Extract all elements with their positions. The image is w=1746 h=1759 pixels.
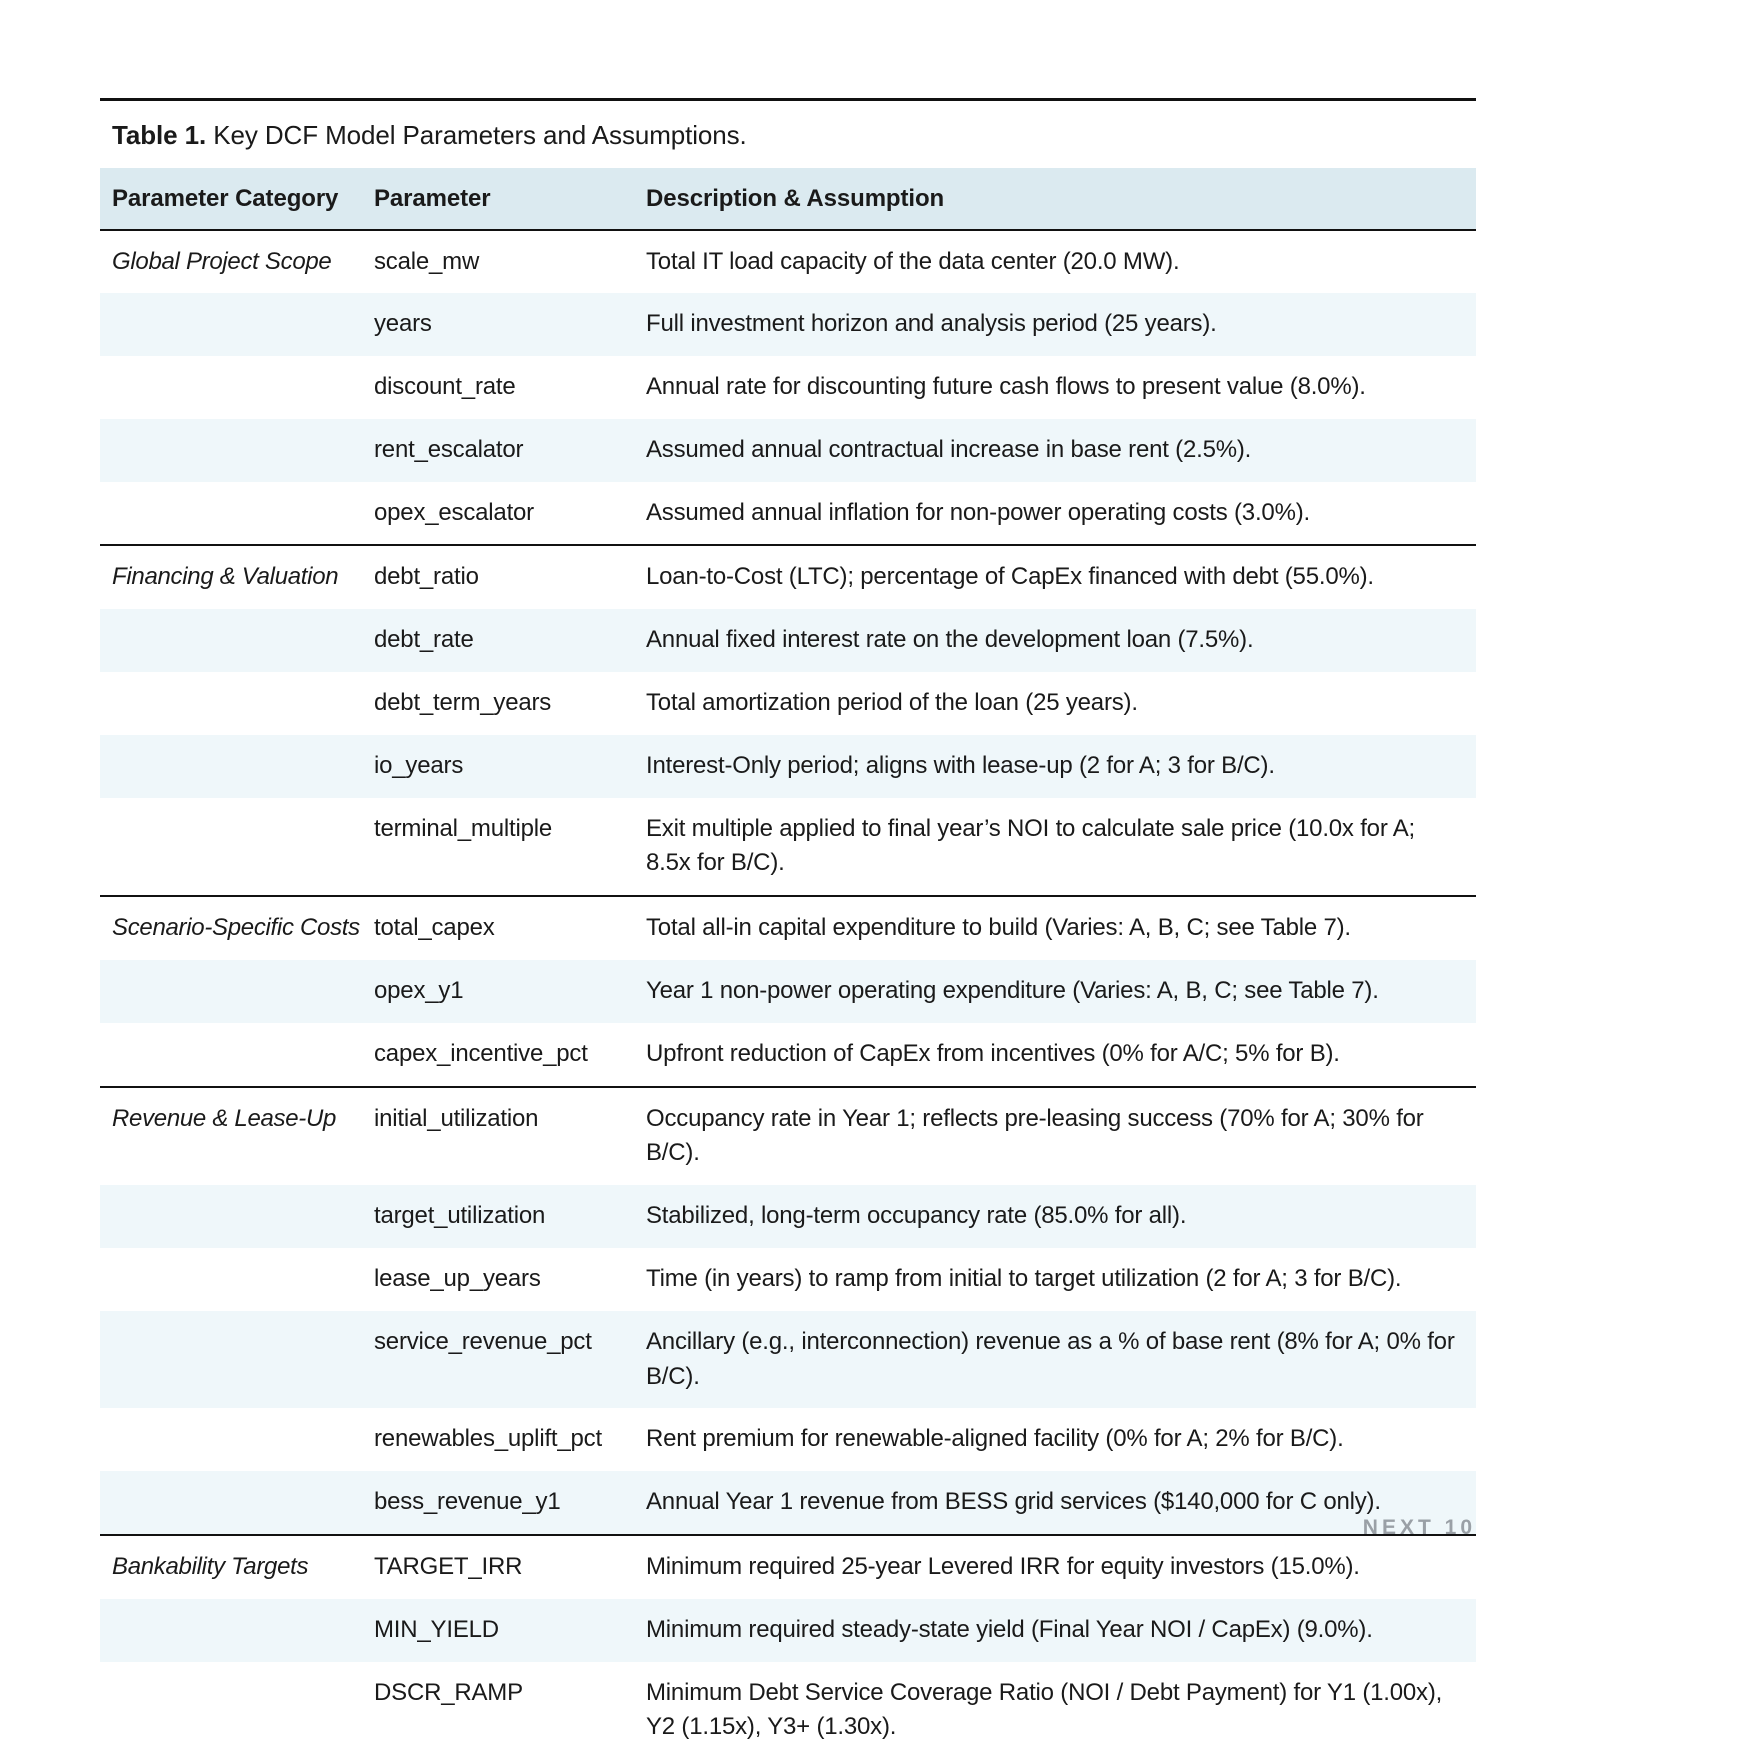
table-row [100,609,1476,672]
cell-parameter-name: io_years [362,735,634,798]
cell-parameter-category [100,1023,362,1087]
cell-description: Time (in years) to ramp from initial to target utilization (2 for A; 3 for B/C). [634,1248,1476,1311]
cell-description: Assumed annual contractual increase in base rent (2.5%). [634,419,1476,482]
cell-description: Occupancy rate in Year 1; reflects pre-leasing success (70% for A; 30% for B/C). [634,1087,1476,1186]
cell-parameter-name: debt_ratio [362,545,634,609]
table-row [100,482,1476,546]
cell-parameter-category: Revenue & Lease-Up [100,1087,362,1186]
cell-parameter-name: total_capex [362,896,634,960]
table-row [100,960,1476,1023]
column-header-category: Parameter Category [100,168,362,230]
cell-parameter-name: years [362,293,634,356]
cell-description: Stabilized, long-term occupancy rate (85.0% for all). [634,1185,1476,1248]
table-header-row [100,168,1476,230]
cell-description: Year 1 non-power operating expenditure (Varies: A, B, C; see Table 7). [634,960,1476,1023]
column-header-description: Description & Assumption [634,168,1476,230]
cell-description: Full investment horizon and analysis period (25 years). [634,293,1476,356]
table-row [100,672,1476,735]
cell-parameter-name: renewables_uplift_pct [362,1408,634,1471]
table-row [100,1248,1476,1311]
cell-parameter-name: MIN_YIELD [362,1599,634,1662]
cell-parameter-category [100,1599,362,1662]
cell-parameter-category [100,482,362,546]
cell-parameter-name: DSCR_RAMP [362,1662,634,1759]
table-row [100,545,1476,609]
table-row [100,1185,1476,1248]
table-row [100,1087,1476,1186]
table-row [100,1535,1476,1599]
cell-parameter-category: Scenario-Specific Costs [100,896,362,960]
table-caption-text: Key DCF Model Parameters and Assumptions. [206,120,747,150]
cell-parameter-category [100,609,362,672]
cell-parameter-name: scale_mw [362,230,634,294]
table-row [100,230,1476,294]
cell-description: Rent premium for renewable-aligned facility (0% for A; 2% for B/C). [634,1408,1476,1471]
cell-parameter-name: lease_up_years [362,1248,634,1311]
cell-parameter-category [100,293,362,356]
cell-description: Loan-to-Cost (LTC); percentage of CapEx financed with debt (55.0%). [634,545,1476,609]
cell-parameter-category [100,672,362,735]
page-footer [100,1516,1480,1540]
table-row [100,1408,1476,1471]
table-row [100,356,1476,419]
cell-description: Annual Year 1 revenue from BESS grid services ($140,000 for C only). [634,1471,1476,1535]
table-page [100,0,1476,1759]
cell-description: Minimum Debt Service Coverage Ratio (NOI / Debt Payment) for Y1 (1.00x), Y2 (1.15x), Y3+ (1.30x). [634,1662,1476,1759]
column-header-parameter: Parameter [362,168,634,230]
cell-parameter-name: bess_revenue_y1 [362,1471,634,1535]
cell-parameter-category: Financing & Valuation [100,545,362,609]
cell-parameter-name: capex_incentive_pct [362,1023,634,1087]
table-row [100,896,1476,960]
table-row [100,293,1476,356]
cell-parameter-name: opex_escalator [362,482,634,546]
cell-description: Total all-in capital expenditure to build (Varies: A, B, C; see Table 7). [634,896,1476,960]
cell-parameter-category [100,1408,362,1471]
cell-parameter-name: debt_rate [362,609,634,672]
cell-description: Exit multiple applied to final year’s NOI to calculate sale price (10.0x for A; 8.5x for B/C). [634,798,1476,897]
table-row [100,1311,1476,1409]
cell-description: Annual fixed interest rate on the development loan (7.5%). [634,609,1476,672]
cell-parameter-name: terminal_multiple [362,798,634,897]
cell-description: Minimum required steady-state yield (Final Year NOI / CapEx) (9.0%). [634,1599,1476,1662]
cell-parameter-category [100,735,362,798]
cell-description: Assumed annual inflation for non-power operating costs (3.0%). [634,482,1476,546]
cell-parameter-name: debt_term_years [362,672,634,735]
cell-parameter-name: opex_y1 [362,960,634,1023]
cell-description: Total amortization period of the loan (25 years). [634,672,1476,735]
cell-description: Total IT load capacity of the data center (20.0 MW). [634,230,1476,294]
table-row [100,1599,1476,1662]
cell-parameter-category: Global Project Scope [100,230,362,294]
table-caption-label: Table 1. [112,120,206,150]
table-row [100,798,1476,897]
table-row [100,735,1476,798]
cell-parameter-name: target_utilization [362,1185,634,1248]
cell-description: Minimum required 25-year Levered IRR for equity investors (15.0%). [634,1535,1476,1599]
table-row [100,1662,1476,1759]
cell-parameter-name: TARGET_IRR [362,1535,634,1599]
cell-description: Ancillary (e.g., interconnection) revenue as a % of base rent (8% for A; 0% for B/C). [634,1311,1476,1409]
footer-label: NEXT 10 [1363,1516,1476,1539]
cell-parameter-category [100,1662,362,1759]
cell-parameter-category [100,1185,362,1248]
cell-parameter-category [100,1248,362,1311]
cell-parameter-category [100,1311,362,1409]
table-row [100,1023,1476,1087]
cell-parameter-name: discount_rate [362,356,634,419]
cell-parameter-category [100,798,362,897]
cell-parameter-category [100,419,362,482]
cell-parameter-name: service_revenue_pct [362,1311,634,1409]
cell-parameter-category [100,356,362,419]
cell-parameter-category [100,960,362,1023]
cell-description: Interest-Only period; aligns with lease-up (2 for A; 3 for B/C). [634,735,1476,798]
table-header [100,168,1476,230]
cell-parameter-name: initial_utilization [362,1087,634,1186]
cell-parameter-name: rent_escalator [362,419,634,482]
cell-parameter-category: Bankability Targets [100,1535,362,1599]
cell-description: Annual rate for discounting future cash flows to present value (8.0%). [634,356,1476,419]
cell-description: Upfront reduction of CapEx from incentives (0% for A/C; 5% for B). [634,1023,1476,1087]
table-caption [100,101,1476,168]
table-row [100,419,1476,482]
